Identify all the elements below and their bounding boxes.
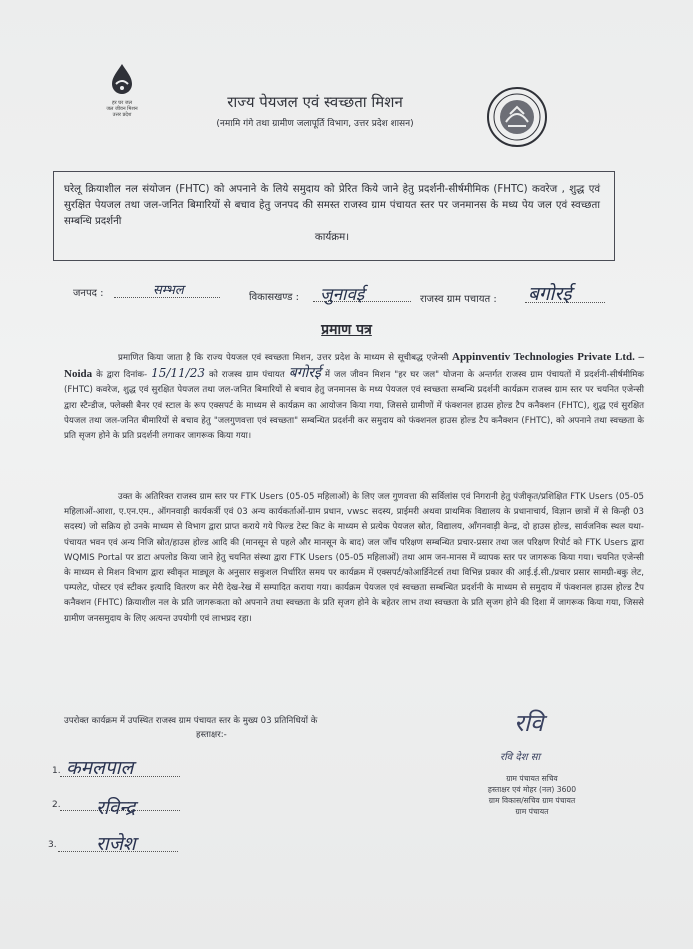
program-line-2: प्रदर्शनी-सीर्षमीमिक (FHTC) कवरेज , शुद्ध एवं सुरक्षित पेयजल तथा जल-जनित बिमारियों से बचाव हेतु <box>64 184 600 211</box>
district-label: जनपद : <box>73 288 104 299</box>
block-label: विकासखण्ड : <box>249 292 300 303</box>
signatory-3-number: 3. <box>48 840 57 850</box>
signatory-1-number: 1. <box>52 766 61 776</box>
mission-subtitle: (नमामि गंगे तथा ग्रामीण जलापूर्ति विभाग, उत्तर प्रदेश शासन) <box>216 119 414 129</box>
agency-name: Appinventiv Technologies Private Ltd. – Noida <box>64 351 644 381</box>
program-line-1: घरेलू क्रियाशील नल संयोजन (FHTC) को अपनाने के लिये समुदाय को प्रेरित किये जाने हेतु <box>64 184 414 195</box>
signatory-2-signature: रविन्द्र <box>96 797 136 819</box>
program-date: 15/11/23 <box>151 366 206 381</box>
signatures-intro <box>64 714 424 742</box>
program-line-3: जनपद की समस्त राजस्व ग्राम पंचायत स्तर पर जनमानस के मध्य पेय जल एवं स्वच्छता सम्बन्धि प्रदर्शनी <box>64 200 600 227</box>
official-signature: रवि <box>514 709 544 737</box>
logo-text-2: जल जीवन मिशन <box>106 106 138 112</box>
official-line-1: ग्राम पंचायत सचिव <box>506 774 558 783</box>
p1-intro: प्रमाणित किया जाता है कि राज्य पेयजल एवं स्वच्छता मिशन, उत्तर प्रदेश के माध्यम से सूचीबद्ध एजेन्सी <box>118 353 449 363</box>
certificate-title: प्रमाण पत्र <box>321 322 372 338</box>
p1-date-label: के द्वारा दिनांक- <box>96 370 148 381</box>
logo-text-3: उत्तर प्रदेश <box>112 112 132 118</box>
official-handnote: रवि देश सा <box>500 752 541 763</box>
signatory-2-number: 2. <box>52 800 61 810</box>
water-drop-icon <box>107 62 137 96</box>
jal-jeevan-mission-logo <box>100 62 144 118</box>
village-label: राजस्व ग्राम पचायत : <box>420 294 497 305</box>
mission-title: राज्य पेयजल एवं स्वच्छता मिशन <box>227 93 403 111</box>
signatures-label: हस्ताक्षर:- <box>196 730 227 740</box>
p1-village-label: को राजस्व ग्राम पंचायत <box>209 370 285 381</box>
official-line-2: हस्ताक्षर एवं मोहर (नल) 3600 <box>487 785 577 794</box>
panchayat-official-block <box>432 773 632 817</box>
official-line-3: ग्राम विकास/सचिव ग्राम पंचायत <box>488 796 576 805</box>
paragraph-1 <box>64 350 644 444</box>
p1-village-handwritten: बगोरई <box>288 365 321 382</box>
signatures-intro-line: उपरोक्त कार्यक्रम में उपस्थित राजस्व ग्राम पंचायत स्तर के मुख्य 03 प्रतिनिधियों के <box>64 716 318 726</box>
village-value: बगोरई <box>528 283 572 305</box>
paragraph-2: उक्त के अतिरिक्त राजस्व ग्राम स्तर पर FTK Users (05-05 महिलाओं) के लिए जल गुणवत्ता की सर्विलांस एवं निगरानी हेतु पंजीकृत/प्रशिक्षित FTK Users (05-05 महिलाओं-आशा, ए.एन.एम., ऑगनवाड़ी कार्यकर्त्री एवं 03 अन्य कार्यकर्ताओं-ग्राम प्रधान, vwsc सदस्य, प्राईमरी अथवा प्राथमिक विद्यालय के प्रधानाचार्य, विज्ञान छात्रों में से किन्ही 03 सदस्य) जो सक्रिय हो उनके माध्यम से विभाग द्वारा प्राप्त कराये गये फिल्ड टेस्ट किट के माध्यम से प्रत्येक पेयजल स्रोत, विद्यालय, आँगनवाड़ी केन्द्र, दो हाउस होल्ड, सार्वजनिक स्थल यथा-पंचायत भवन एवं अन्य निजि स्रोत/हाउस होल्ड आदि की (मानसून से पहले और मानसून के बाद) जल जाँच परिक्षण सम्बन्धित प्रचार-प्रसार तथा जल परिक्षण रिपोर्ट को FTK Users द्वारा WQMIS Portal पर डाटा अपलोड किया जाने हेतु चयनित संस्था द्वारा FTK Users (05-05 महिलाओं) तथा आम जन-मानस में व्यापक स्तर पर जागरूक किया गया। चयनित एजेन्सी के माध्यम से मिशन विभाग द्वारा स्वीकृत माड्यूल के अनुसार सकुशल निर्धारित समय पर कार्यक्रम में एक्सपर्ट/कोआर्डिनेटर्स तथा विभिन्न प्रकार की आई.ई.सी./प्रचार प्रसार सामग्री-बकु लेट, पम्पलेट, पोस्टर एवं स्टीकर इत्यादि वितरण कर मेरी देख-रेख में सम्पादित कराया गया। कार्यक्रम पेयजल एवं स्वच्छता सम्बन्धित प्रदर्शनी के माध्यम से समुदाय में फंक्शनल हाउस होल्ड टैप कनैक्शन (FHTC) क्रियाशील नल के प्रति जागरूकता को अपनाने तथा स्वच्छता के प्रति सृजग होने के बहेतर लाभ तथा स्वच्छता के प्रति सृजग होने की दिशा में जागरूक किया गया, जिससे ग्रामीण जनसमुदाय के लिए अत्यन्त उपयोगी एवं लाभप्रद रहा। <box>64 492 644 624</box>
program-line-4: कार्यक्रम। <box>314 232 350 243</box>
block-value: जुनावई <box>320 285 365 305</box>
program-description-box <box>53 171 615 261</box>
official-line-4: ग्राम पंचायत <box>515 807 549 816</box>
up-government-seal-icon <box>486 86 548 148</box>
signatory-1-signature: कमलपाल <box>66 757 134 779</box>
p1-body: में जल जीवन मिशन "हर घर जल" योजना के अन्तर्गत राजस्व ग्राम पंचायतों में प्रदर्शनी-सीर्षमीमिक (FHTC) कवरेज, शुद्ध एवं सुरक्षित पेयजल तथा जल-जनित बिमारियों से बचाव हेतु जनमानस के मध्य पेयजल एवं स्वच्छता सम्बन्धि प्रदर्शनी कार्यक्रम राजस्व ग्राम स्तर पर चयनित एजेन्सी द्वारा स्टैन्डीज, फ्लेक्सी बैनर एवं स्टाल के रूप एक्सपर्ट के माध्यम से कार्यक्रम का आयोजन किया गया, जिससे ग्रामीणों में फंक्शनल हाउस होल्ड टैप कनैक्शन (FHTC), शुद्ध एवं सुरक्षित पेयजल तथा जल-जनित बीमारियों से बचाव हेतु "जलगुणवत्ता एवं स्वच्छता" सम्बन्धित प्रदर्शनी कर समुदाय को फंक्शनल हाउस होल्ड टैप कनैक्शन (FHTC), को अपनाने तथा स्वच्छता के प्रति सृजग होने के प्रति प्रदर्शनी लगाकर जागरूक किया गया। <box>64 370 645 442</box>
district-value: सम्भल <box>153 283 184 298</box>
logo-text-1: हर घर जल <box>112 100 132 106</box>
signatory-3-signature: राजेश <box>96 833 136 855</box>
